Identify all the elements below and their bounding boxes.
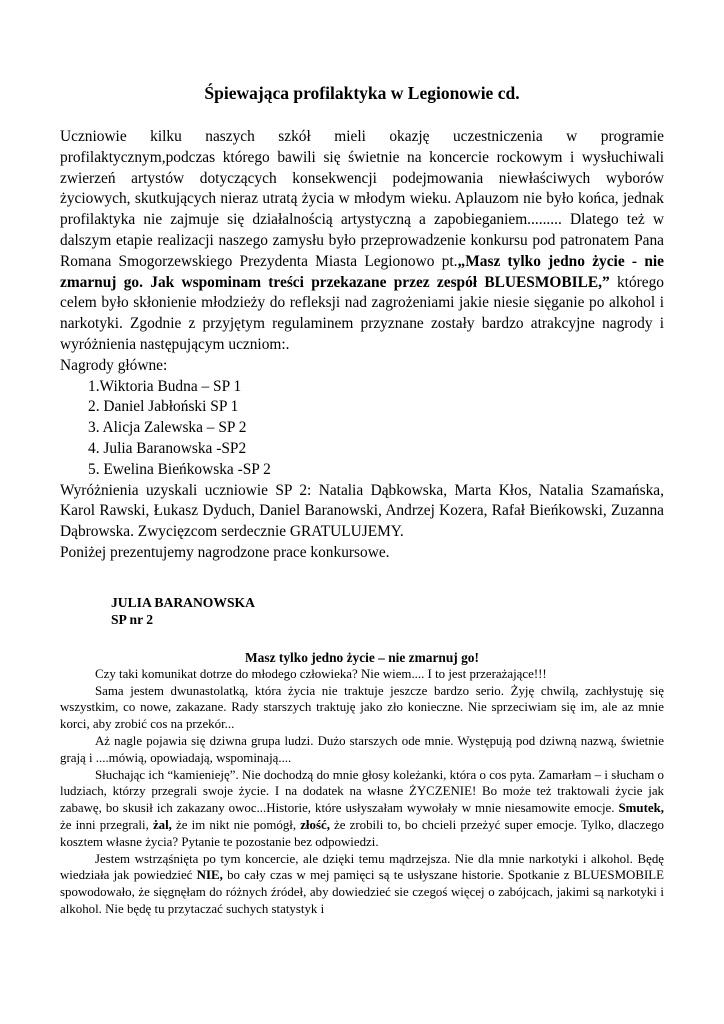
award-item-1: 1.Wiktoria Budna – SP 1 (88, 377, 242, 395)
essay-p4-bold-zlosc: złość, (300, 817, 330, 832)
essay-p4-text-1: Słuchając ich “kamienieję”. Nie dochodzą do mnie głosy koleżanki, która o cos pyta. Zamarłam – i słucham o ludziach, którzy przegrali swoje życie. I na dodatek na własne ŻYCZENIE! Bo może też traktowali życie jak zabawę, bo skusił ich zakazany owoc...Historie, które usłyszałam wywołały w mnie niesamowite emocje. (60, 767, 664, 816)
award-item-2: 2. Daniel Jabłoński SP 1 (88, 398, 239, 416)
awards-heading: Nagrody główne: (60, 356, 168, 374)
closing-line: Poniżej prezentujemy nagrodzone prace konkursowe. (60, 543, 390, 561)
essay-p4-bold-smutek: Smutek, (618, 801, 664, 816)
essay-paragraph-1: Czy taki komunikat dotrze do młodego człowieka? Nie wiem.... I to jest przerażające!!! (95, 666, 547, 681)
awards-list (60, 377, 664, 481)
essay-p4-text-4: że zrobili to, bo chcieli przeżyć super emocje. Tylko, dlaczego kosztem własne życia? Pytanie te pozostanie bez odpowiedzi. (60, 817, 664, 849)
essay-p4-bold-zal: żal, (152, 817, 172, 832)
essay-author-school: SP nr 2 (111, 612, 154, 628)
essay-p5-text-2: bo cały czas w mej pamięci są te usłyszane historie. Spotkanie z BLUESMOBILE spowodowało, że sięgnęłam do różnych źródeł, aby dowiedzieć sie czegoś więcej o zabójcach, jakimi są narkotyki i alkohol. Nie będę tu przytaczać suchych statystyk i (60, 868, 664, 916)
essay-author-name: JULIA BARANOWSKA (111, 594, 255, 610)
award-item-4: 4. Julia Baranowska -SP2 (88, 439, 247, 457)
essay-author-block (111, 594, 664, 629)
essay-paragraph-2: Sama jestem dwunastolatką, która życia nie traktuje jeszcze bardzo serio. Żyję chwilą, zachłystuję się wszystkim, co nowe, zakazane. Rady starszych traktuję jako zło konieczne. Nie sprzeciwiam się im, ale az mnie korci, aby zrobić cos na przekór... (60, 683, 664, 732)
intro-text-before-quote: Uczniowie kilku naszych szkół mieli okazję uczestniczenia w programie profilaktycznym,podczas którego bawili się świetnie na koncercie rockowym i wysłuchiwali zwierzeń artystów dotyczących konsekwencji podejmowania niewłaściwych wyborów życiowych, skutkujących nieraz utratą życia w młodym wieku. Aplauzom nie było końca, jednak profilaktyka nie zajmuje się działalnością artystyczną a zapobieganiem......... Dlatego też w dalszym etapie realizacji naszego zamysłu było przeprowadzenie konkursu pod patronatem Pana Romana Smogorzewskiego Prezydenta Miasta Legionowo pt. (60, 128, 664, 270)
award-item-3: 3. Alicja Zalewska – SP 2 (88, 419, 247, 437)
contest-title-bold: „Masz tylko jedno życie - nie zmarnuj go. Jak wspominam treści przekazane przez zespół BLUESMOBILE,” (60, 252, 664, 291)
honorable-mentions-paragraph: Wyróżnienia uzyskali uczniowie SP 2: Natalia Dąbkowska, Marta Kłos, Natalia Szamańska, Karol Rawski, Łukasz Dyduch, Daniel Baranowski, Andrzej Kozera, Rafał Bieńkowski, Zuzanna Dąbrowska. Zwycięzcom serdecznie GRATULUJEMY. (60, 481, 664, 541)
essay-p5-bold-nie: NIE, (196, 868, 223, 883)
award-item-5: 5. Ewelina Bieńkowska -SP 2 (88, 460, 271, 478)
essay-p4-text-3: że im nikt nie pomógł, (171, 817, 301, 832)
intro-text-after-quote: którego celem było skłonienie młodzieży do refleksji nad zagrożeniami jakie niesie sięganie po alkohol i narkotyki. Zgodnie z przyjętym regulaminem przyznane zostały bardzo atrakcyjne nagrody i wyróżnienia następującym uczniom:. (60, 273, 664, 353)
essay-title: Masz tylko jedno życie – nie zmarnuj go! (245, 649, 479, 665)
essay-p5-text-1: Jestem wstrząśnięta po tym koncercie, ale dzięki temu mądrzejsza. Nie dla mnie narkotyki i alkohol. Będę wiedziała jak powiedzieć (60, 851, 664, 883)
essay-paragraph-3: Aż nagle pojawia się dziwna grupa ludzi. Dużo starszych ode mnie. Występują pod dziwną nazwą, świetnie grają i ....mówią, opowiadają, wspominają.... (60, 733, 664, 765)
essay-paragraph-4 (60, 767, 664, 851)
intro-paragraph (60, 127, 664, 356)
essay-p4-text-2: że inni przegrali, (60, 817, 153, 832)
essay-paragraph-5 (60, 851, 664, 918)
document-title: Śpiewająca profilaktyka w Legionowie cd. (204, 83, 520, 103)
